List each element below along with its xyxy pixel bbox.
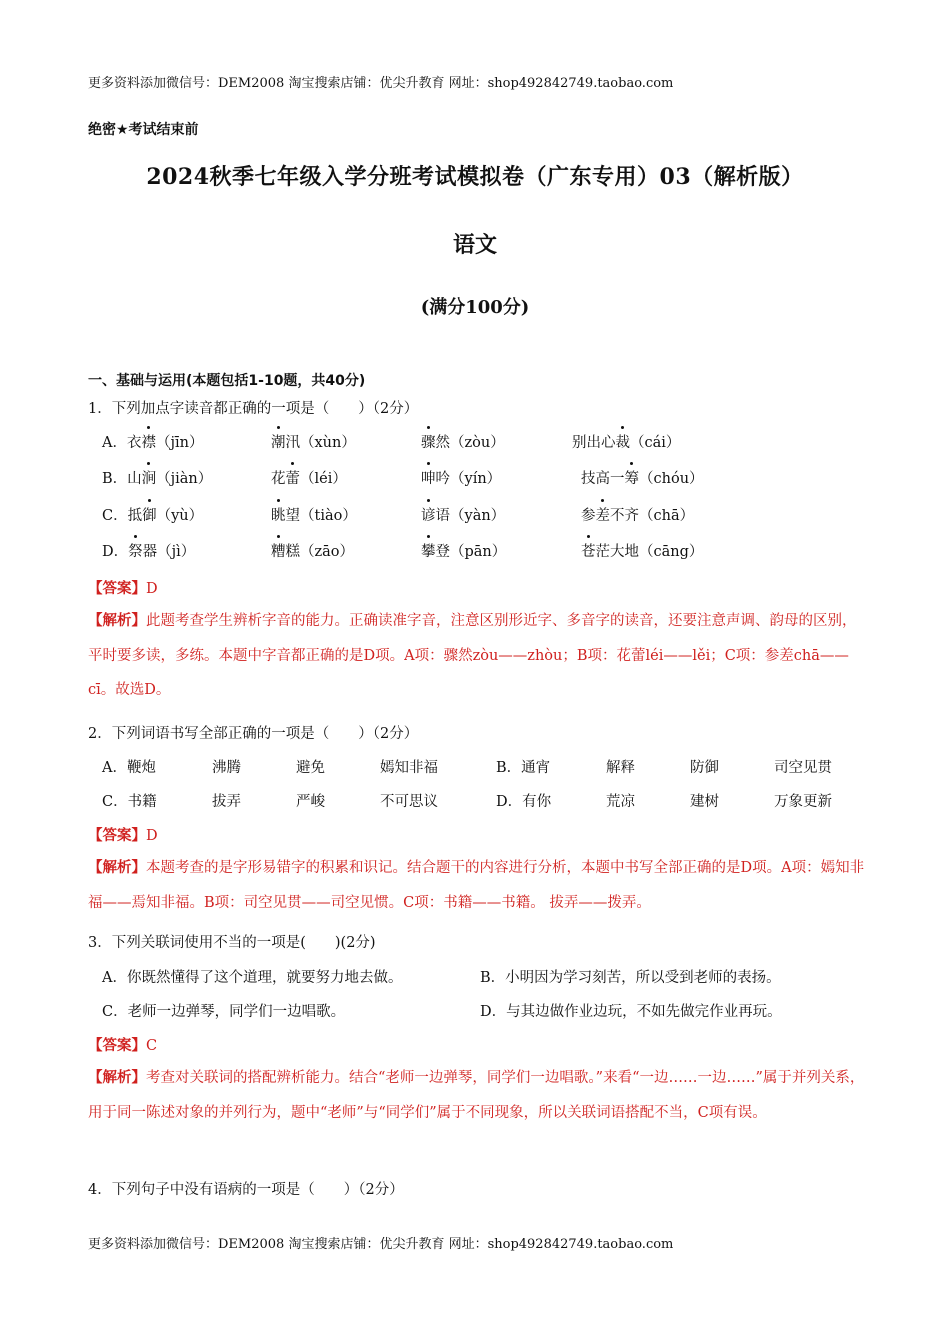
q1-option-b3: 呻吟（yín） bbox=[421, 467, 501, 488]
subject-title: 语文 bbox=[452, 232, 497, 258]
q2-explanation: 【解析】本题考查的是字形易错字的积累和识记。结合题干的内容进行分析，本题中书写全部正确的是D项。A项：嫣知非福——焉知非福。B项：司空见贯——司空见惯。C项：书籍——书籍。 拔弄——拨弄。 bbox=[88, 859, 865, 911]
q3-option-d: D．与其边做作业边玩，不如先做完作业再玩。 bbox=[480, 1004, 782, 1020]
document-title: 2024秋季七年级入学分班考试模拟卷（广东专用）03（解析版） bbox=[146, 164, 804, 190]
q1-option-b4: 技高一筹（chóu） bbox=[581, 467, 704, 488]
q2-answer: 【答案】D bbox=[88, 827, 158, 844]
q2-word: B．通宵 bbox=[496, 760, 551, 776]
q2-word: 避免 bbox=[296, 760, 325, 776]
q1-option-d4: 苍茫大地（cāng） bbox=[581, 540, 703, 561]
q1-option-a4: 别出心裁（cái） bbox=[572, 431, 680, 452]
q2-word: 严峻 bbox=[296, 794, 325, 810]
q1-option-b1: B．山涧（jiàn） bbox=[102, 467, 212, 488]
q1-option-c1: C．抵御（yù） bbox=[102, 504, 203, 525]
q3-option-a: A．你既然懂得了这个道理，就要努力地去做。 bbox=[102, 970, 403, 986]
page-footer: 更多资料添加微信号：DEM2008 淘宝搜索店铺：优尖升教育 网址：shop492842749.taobao.com bbox=[88, 1237, 674, 1252]
q1-option-a2: 潮汛（xùn） bbox=[271, 431, 356, 452]
q2-word: 嫣知非福 bbox=[380, 760, 438, 776]
q1-option-b2: 花蕾（léi） bbox=[271, 467, 347, 488]
q4-stem: 4．下列句子中没有语病的一项是（ ）（2分） bbox=[88, 1182, 404, 1198]
q1-explanation: 【解析】此题考查学生辨析字音的能力。正确读准字音，注意区别形近字、多音字的读音，还要注意声调、韵母的区别，平时要多读，多练。本题中字音都正确的是D项。A项：骤然zòu——zhòu；B项：花蕾léi——lěi；C项：参差chā——cī。故选D。 bbox=[88, 612, 857, 698]
q3-option-b: B．小明因为学习刻苦，所以受到老师的表扬。 bbox=[480, 970, 781, 986]
q2-word: 沸腾 bbox=[212, 760, 241, 776]
q3-stem: 3．下列关联词使用不当的一项是( )(2分) bbox=[88, 935, 376, 951]
q3-option-c: C．老师一边弹琴，同学们一边唱歌。 bbox=[102, 1004, 346, 1020]
q2-stem: 2．下列词语书写全部正确的一项是（ ）（2分） bbox=[88, 726, 419, 742]
q1-option-c2: 眺望（tiào） bbox=[271, 504, 357, 525]
q2-word: 司空见贯 bbox=[774, 760, 832, 776]
q1-option-a1: A．衣襟（jīn） bbox=[102, 431, 203, 452]
page-header: 更多资料添加微信号：DEM2008 淘宝搜索店铺：优尖升教育 网址：shop492842749.taobao.com bbox=[88, 76, 674, 91]
q2-word: C．书籍 bbox=[102, 794, 157, 810]
q1-option-d1: D．祭器（jì） bbox=[102, 540, 195, 561]
q2-word: 不可思议 bbox=[380, 794, 438, 810]
q2-word: D．有你 bbox=[496, 794, 552, 810]
full-score: (满分100分) bbox=[420, 297, 530, 318]
q2-word: 拔弄 bbox=[212, 794, 241, 810]
q2-word: 防御 bbox=[690, 760, 719, 776]
q3-explanation: 【解析】考查对关联词的搭配辨析能力。结合“老师一边弹琴，同学们一边唱歌。”来看“一边……一边……”属于并列关系，用于同一陈述对象的并列行为，题中“老师”与“同学们”属于不同现象，所以关联词语搭配不当，C项有误。 bbox=[88, 1069, 865, 1121]
q1-option-c3: 谚语（yàn） bbox=[421, 504, 505, 525]
q1-option-a3: 骤然（zòu） bbox=[421, 431, 505, 452]
q1-stem: 1．下列加点字读音都正确的一项是（ ）（2分） bbox=[88, 401, 419, 417]
q3-answer: 【答案】C bbox=[88, 1037, 158, 1054]
q1-option-d3: 攀登（pān） bbox=[421, 540, 506, 561]
q2-word: 解释 bbox=[606, 760, 635, 776]
q1-option-d2: 糟糕（zāo） bbox=[271, 540, 354, 561]
q1-option-c4: 参差不齐（chā） bbox=[581, 504, 694, 525]
q2-word: 万象更新 bbox=[774, 794, 832, 810]
q2-word: 建树 bbox=[690, 794, 719, 810]
q2-word: 荒凉 bbox=[606, 794, 635, 810]
confidential-label: 绝密★考试结束前 bbox=[88, 122, 199, 138]
q1-answer: 【答案】D bbox=[88, 580, 158, 597]
q2-word: A．鞭炮 bbox=[102, 760, 156, 776]
section-heading: 一、基础与运用(本题包括1-10题，共40分) bbox=[88, 373, 366, 389]
